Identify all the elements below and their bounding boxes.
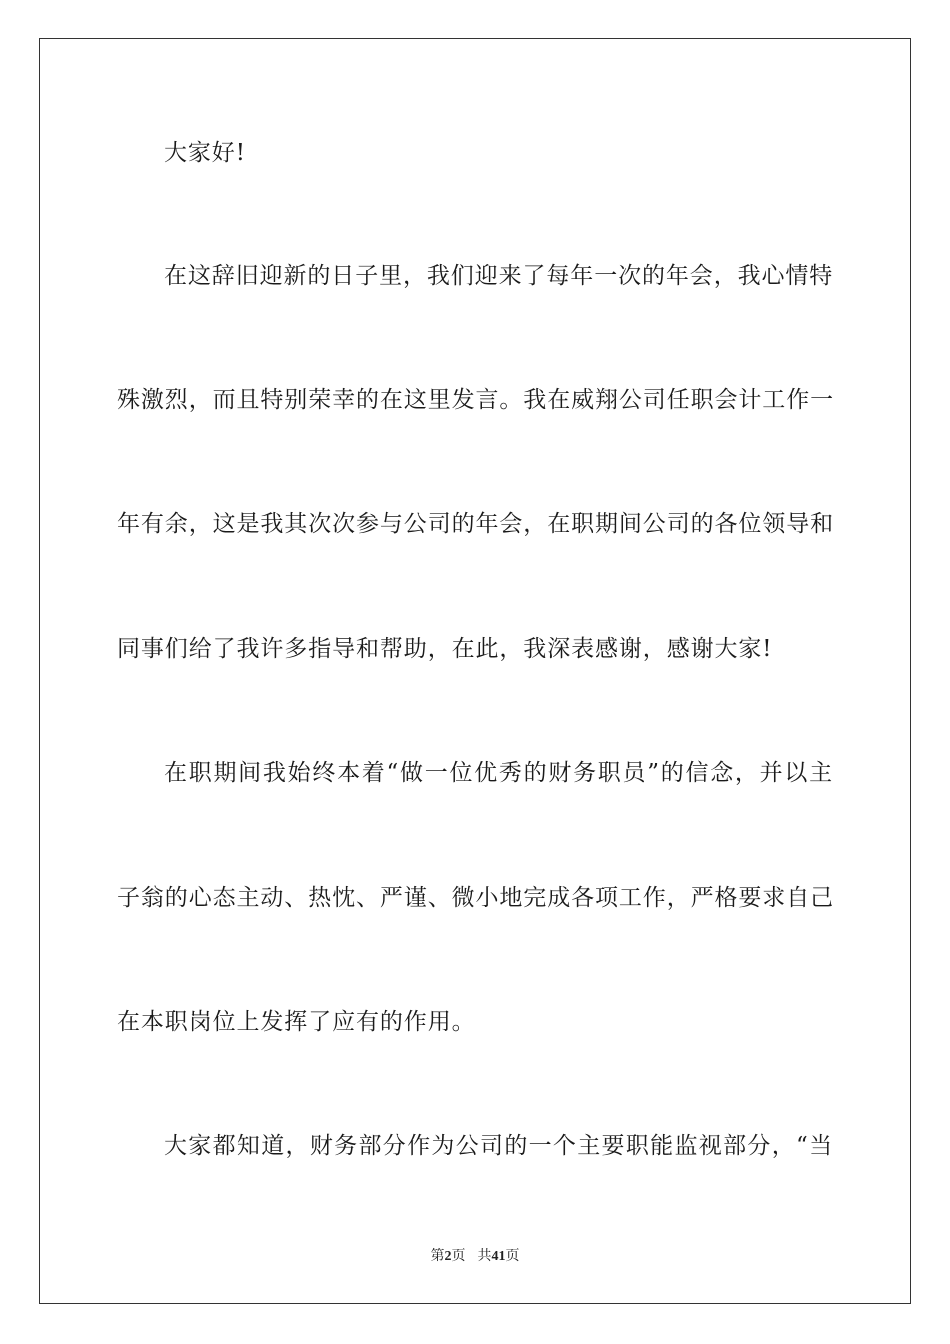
greeting-line: 大家好! (164, 140, 246, 166)
paragraph-2-line-1: 在职期间我始终本着“做一位优秀的财务职员”的信念，并以主 (164, 760, 833, 786)
page-prefix: 第 (430, 1249, 445, 1264)
paragraph-1-line-1: 在这辞旧迎新的日子里，我们迎来了每年一次的年会，我心情特 (164, 263, 834, 289)
paragraph-1-line-3: 年有余，这是我其次次参与公司的年会，在职期间公司的各位领导和 (117, 511, 834, 537)
page-number: 2 (444, 1249, 452, 1264)
paragraph-2-line-2: 子翁的心态主动、热忱、严谨、微小地完成各项工作，严格要求自己 (117, 885, 834, 911)
total-suffix: 页 (505, 1249, 520, 1264)
page-footer (0, 1248, 950, 1266)
total-pages: 41 (491, 1249, 506, 1264)
paragraph-3-line-1: 大家都知道，财务部分作为公司的一个主要职能监视部分，“当 (164, 1133, 833, 1159)
paragraph-1-line-4: 同事们给了我许多指导和帮助，在此，我深表感谢，感谢大家! (117, 636, 773, 662)
total-prefix: 共 (477, 1249, 492, 1264)
paragraph-1-line-2: 殊激烈，而且特别荣幸的在这里发言。我在威翔公司任职会计工作一 (117, 387, 834, 413)
page-suffix: 页 (451, 1249, 466, 1264)
page-border (39, 38, 911, 1304)
paragraph-2-line-3: 在本职岗位上发挥了应有的作用。 (117, 1009, 476, 1035)
